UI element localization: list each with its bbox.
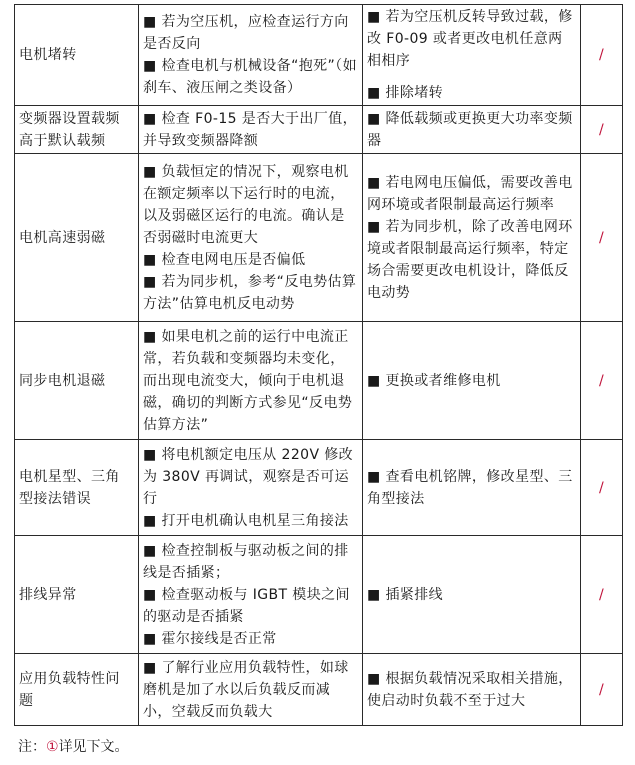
check-item: ■ 负载恒定的情况下，观察电机在额定频率以下运行时的电流，以及弱磁区运行的电流。确认是否弱磁时电流更大: [143, 163, 349, 246]
solution-item: ■ 查看电机铭牌，修改星型、三角型接法: [367, 468, 573, 507]
slash-mark: /: [581, 322, 623, 440]
solution-item: ■ 根据负载情况采取相关措施，使启动时负载不至于过大: [367, 670, 573, 709]
solution-item: ■ 排除堵转: [367, 85, 444, 101]
table-row: [15, 106, 623, 154]
cause-cell: 同步电机退磁: [15, 322, 139, 440]
check-item: ■ 如果电机之前的运行中电流正常，若负载和变频器均未变化，而出现电流变大，倾向于电机退磁，确切的判断方式参见“反电势估算方法”: [143, 328, 353, 433]
slash-mark: /: [581, 440, 623, 536]
table-row: [15, 5, 623, 106]
check-item: ■ 了解行业应用负载特性，如球磨机是加了水以后负载反而减小，空载反而负载大: [143, 659, 349, 720]
check-item: ■ 霍尔接线是否正常: [143, 630, 277, 647]
solution-cell: [363, 654, 581, 726]
check-item: ■ 检查驱动板与 IGBT 模块之间的驱动是否插紧: [143, 586, 350, 625]
solution-cell: [363, 5, 581, 106]
slash-mark: /: [581, 654, 623, 726]
cause-cell: 应用负载特性问题: [15, 654, 139, 726]
footnote-text: 详见下文。: [58, 739, 129, 755]
slash-mark: /: [581, 106, 623, 154]
solution-item: ■ 若为空压机反转导致过载，修改 F0-09 或者更改电机任意两相相序: [367, 9, 573, 69]
solution-cell: [363, 106, 581, 154]
check-item: ■ 检查控制板与驱动板之间的排线是否插紧；: [143, 542, 349, 581]
cause-cell: 变频器设置载频高于默认载频: [15, 106, 139, 154]
table-row: [15, 440, 623, 536]
solution-cell: [363, 536, 581, 654]
slash-mark: /: [581, 154, 623, 322]
solution-item: ■ 若电网电压偏低，需要改善电网环境或者限制最高运行频率: [367, 174, 573, 213]
solution-item: ■ 降低载频或更换更大功率变频器: [367, 110, 573, 149]
solution-item: ■ 更换或者维修电机: [367, 372, 501, 389]
footnote: [18, 737, 129, 757]
fault-table: [14, 4, 623, 726]
table-row: [15, 654, 623, 726]
cause-cell: 排线异常: [15, 536, 139, 654]
check-cell: [139, 654, 363, 726]
solution-cell: [363, 440, 581, 536]
cause-cell: 电机高速弱磁: [15, 154, 139, 322]
check-item: ■ 若为同步机，参考“反电势估算方法”估算电机反电动势: [143, 273, 357, 312]
check-item: ■ 检查电机与机械设备“抱死”（如刹车、液压闸之类设备）: [143, 58, 357, 96]
solution-cell: [363, 322, 581, 440]
cause-cell: 电机星型、三角型接法错误: [15, 440, 139, 536]
solution-item: ■ 插紧排线: [367, 586, 444, 603]
table-row: [15, 154, 623, 322]
check-cell: [139, 5, 363, 106]
footnote-ref-marker[interactable]: ①: [46, 739, 59, 755]
slash-mark: /: [581, 536, 623, 654]
check-cell: [139, 440, 363, 536]
check-cell: [139, 106, 363, 154]
cause-cell: 电机堵转: [15, 5, 139, 106]
slash-mark: /: [581, 5, 623, 106]
table-row: [15, 536, 623, 654]
check-cell: [139, 154, 363, 322]
check-cell: [139, 536, 363, 654]
table-row: [15, 322, 623, 440]
check-item: ■ 检查 F0-15 是否大于出厂值，并导致变频器降额: [143, 110, 358, 149]
check-item: ■ 若为空压机，应检查运行方向是否反向: [143, 14, 349, 52]
solution-item: ■ 若为同步机，除了改善电网环境或者限制最高运行频率，特定场合需要更改电机设计，降低反电动势: [367, 218, 573, 301]
check-item: ■ 打开电机确认电机星三角接法: [143, 512, 349, 529]
check-cell: [139, 322, 363, 440]
check-item: ■ 将电机额定电压从 220V 修改为 380V 再调试，观察是否可运行: [143, 446, 354, 507]
footnote-prefix: 注：: [18, 739, 46, 755]
solution-cell: [363, 154, 581, 322]
check-item: ■ 检查电网电压是否偏低: [143, 251, 306, 268]
